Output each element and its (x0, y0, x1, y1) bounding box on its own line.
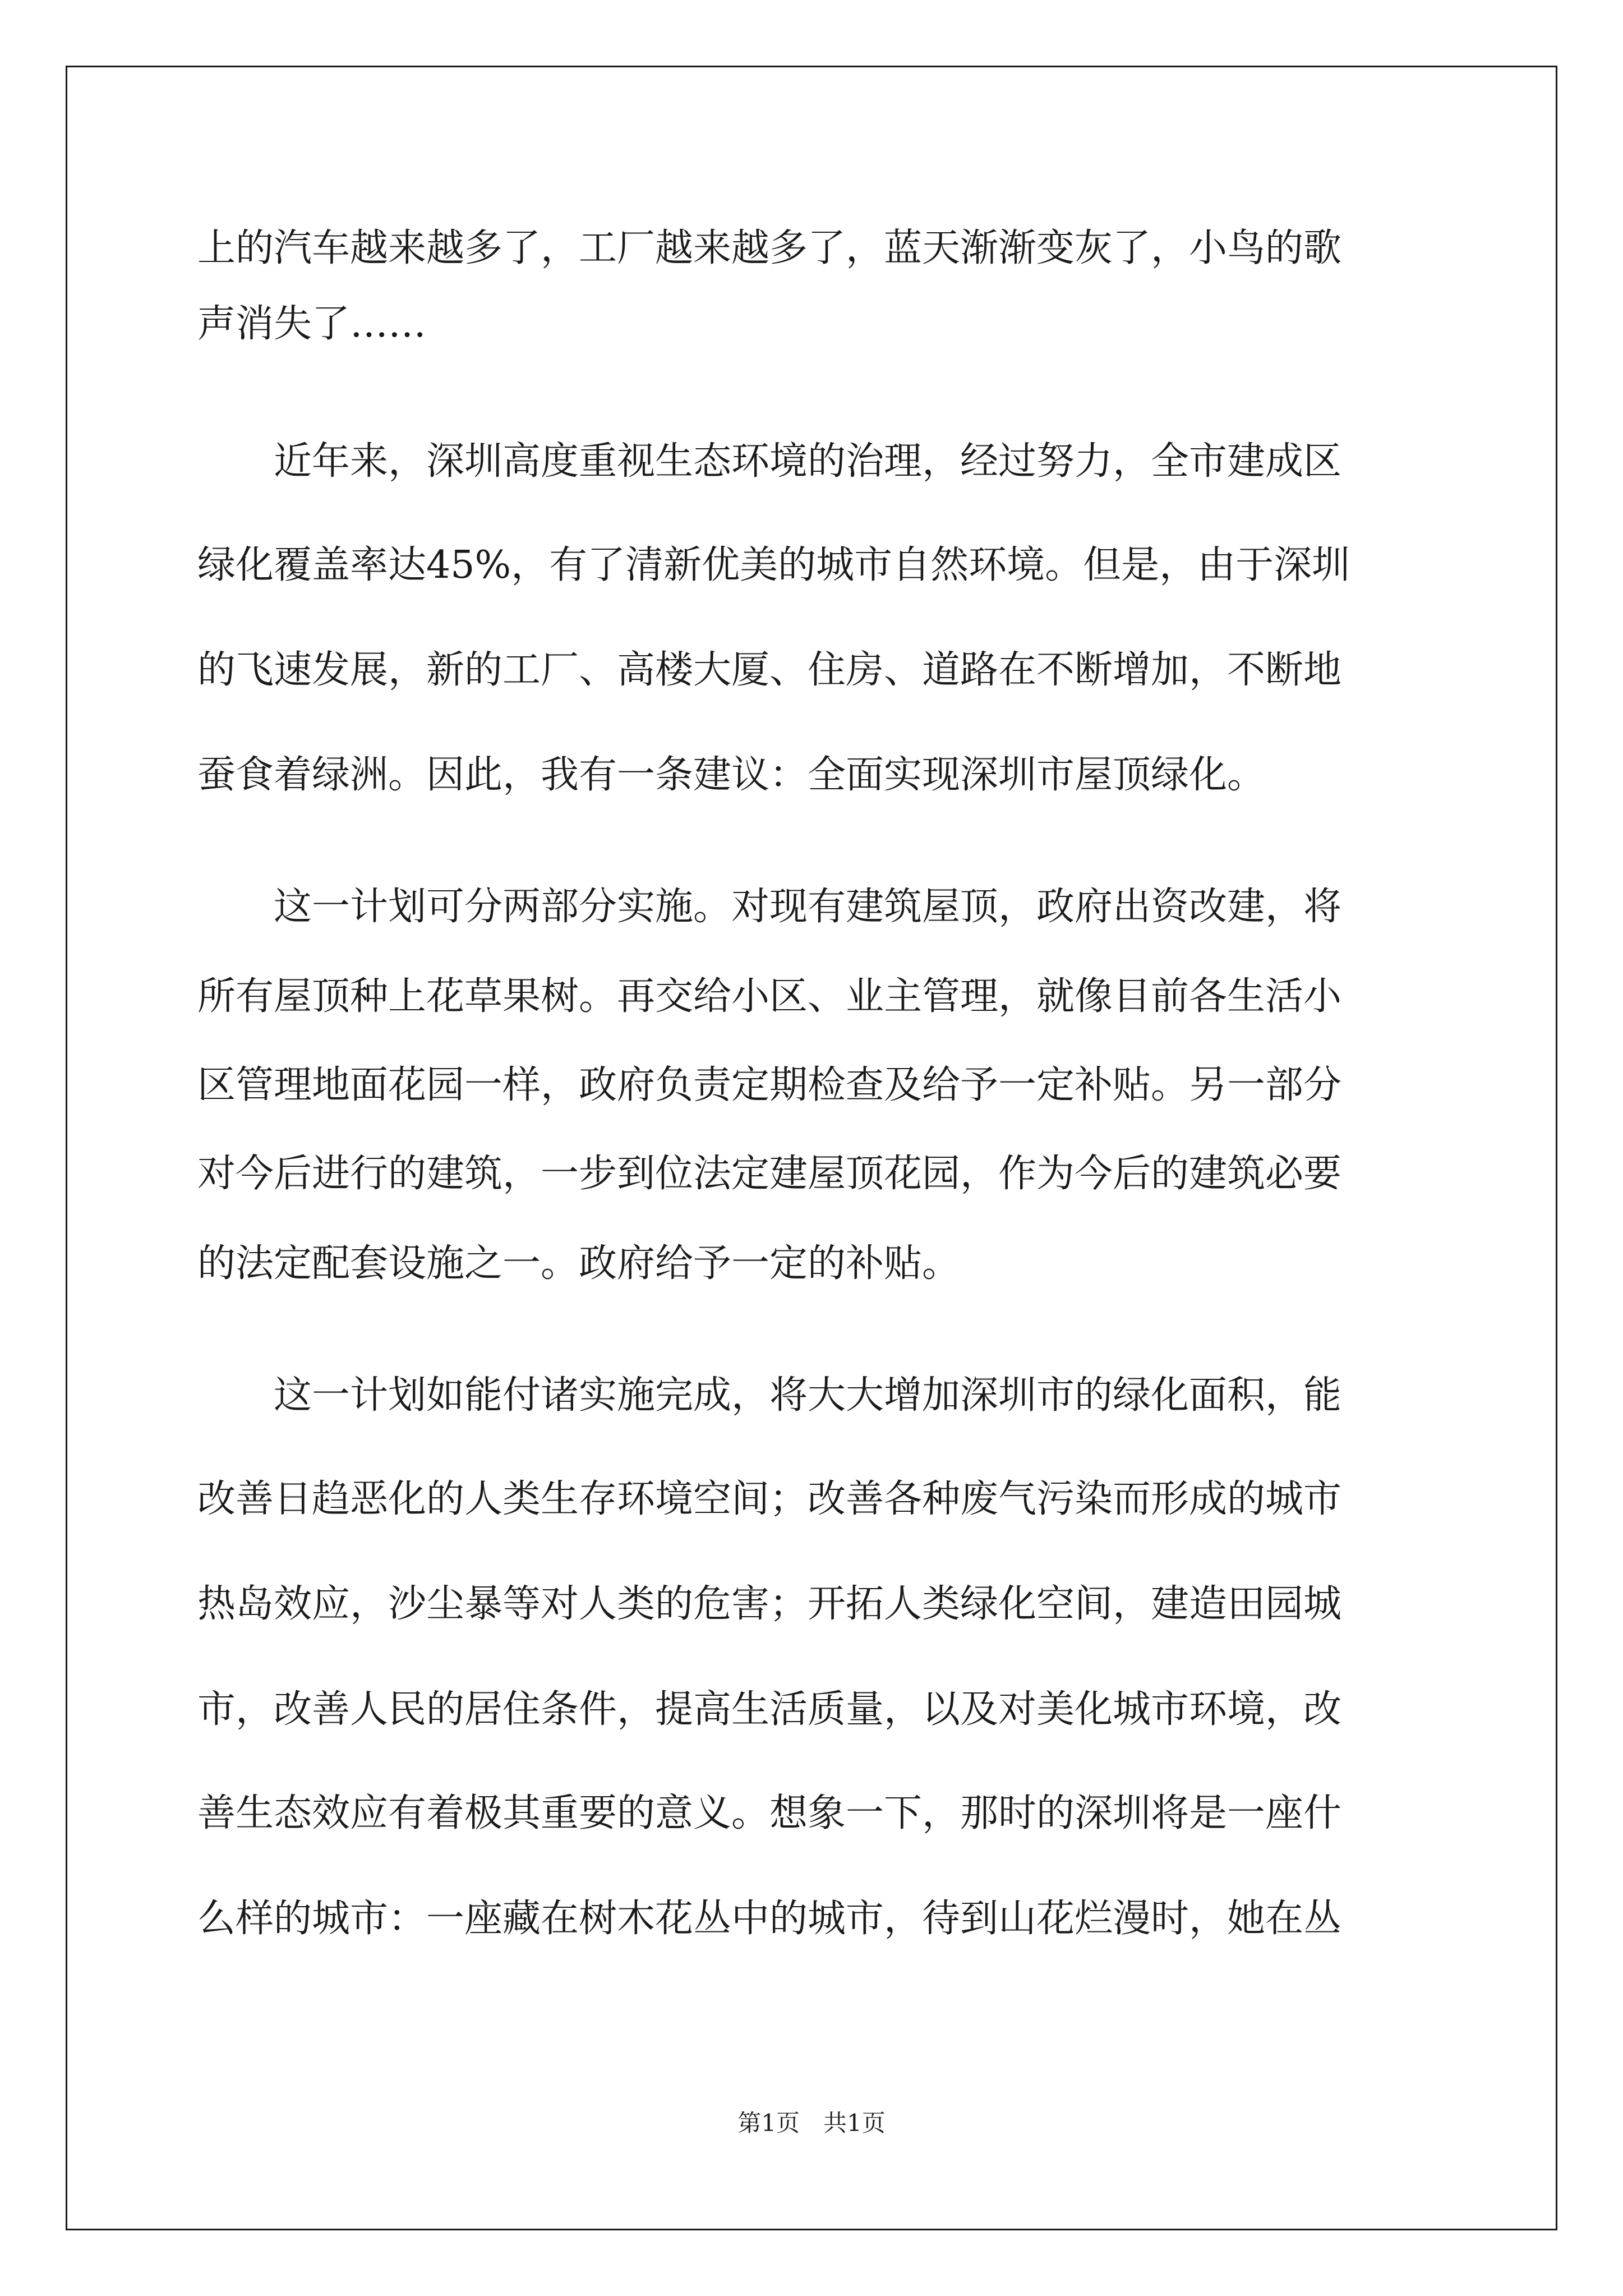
text-line: 么样的城市：一座藏在树木花丛中的城市，待到山花烂漫时，她在丛 (197, 1897, 1342, 1941)
text-line: 善生态效应有着极其重要的意义。想象一下，那时的深圳将是一座什 (197, 1791, 1342, 1835)
text-line: 对今后进行的建筑，一步到位法定建屋顶花园，作为今后的建筑必要 (197, 1152, 1342, 1196)
text-line: 的法定配套设施之一。政府给予一定的补贴。 (197, 1241, 961, 1286)
text-line: 近年来，深圳高度重视生态环境的治理，经过努力，全市建成区 (197, 439, 1342, 484)
text-line: 这一计划如能付诸实施完成，将大大增加深圳市的绿化面积，能 (197, 1373, 1342, 1418)
page-footer: 第1页 共1页 (737, 2109, 886, 2137)
text-line: 市，改善人民的居住条件，提高生活质量，以及对美化城市环境，改 (197, 1687, 1342, 1732)
text-line: 蚕食着绿洲。因此，我有一条建议：全面实现深圳市屋顶绿化。 (197, 753, 1266, 797)
text-line: 热岛效应，沙尘暴等对人类的危害；开拓人类绿化空间，建造田园城 (197, 1582, 1342, 1626)
text-line: 声消失了…… (197, 302, 427, 346)
text-line: 这一计划可分两部分实施。对现有建筑屋顶，政府出资改建，将 (197, 885, 1342, 929)
text-line: 改善日趋恶化的人类生存环境空间；改善各种废气污染而形成的城市 (197, 1477, 1342, 1521)
text-line: 绿化覆盖率达45%，有了清新优美的城市自然环境。但是，由于深圳 (197, 543, 1350, 587)
text-line: 的飞速发展，新的工厂、高楼大厦、住房、道路在不断增加，不断地 (197, 648, 1342, 692)
text-line: 区管理地面花园一样，政府负责定期检查及给予一定补贴。另一部分 (197, 1063, 1342, 1107)
text-line: 上的汽车越来越多了，工厂越来越多了，蓝天渐渐变灰了，小鸟的歌 (197, 226, 1342, 270)
text-line: 所有屋顶种上花草果树。再交给小区、业主管理，就像目前各生活小 (197, 974, 1342, 1019)
